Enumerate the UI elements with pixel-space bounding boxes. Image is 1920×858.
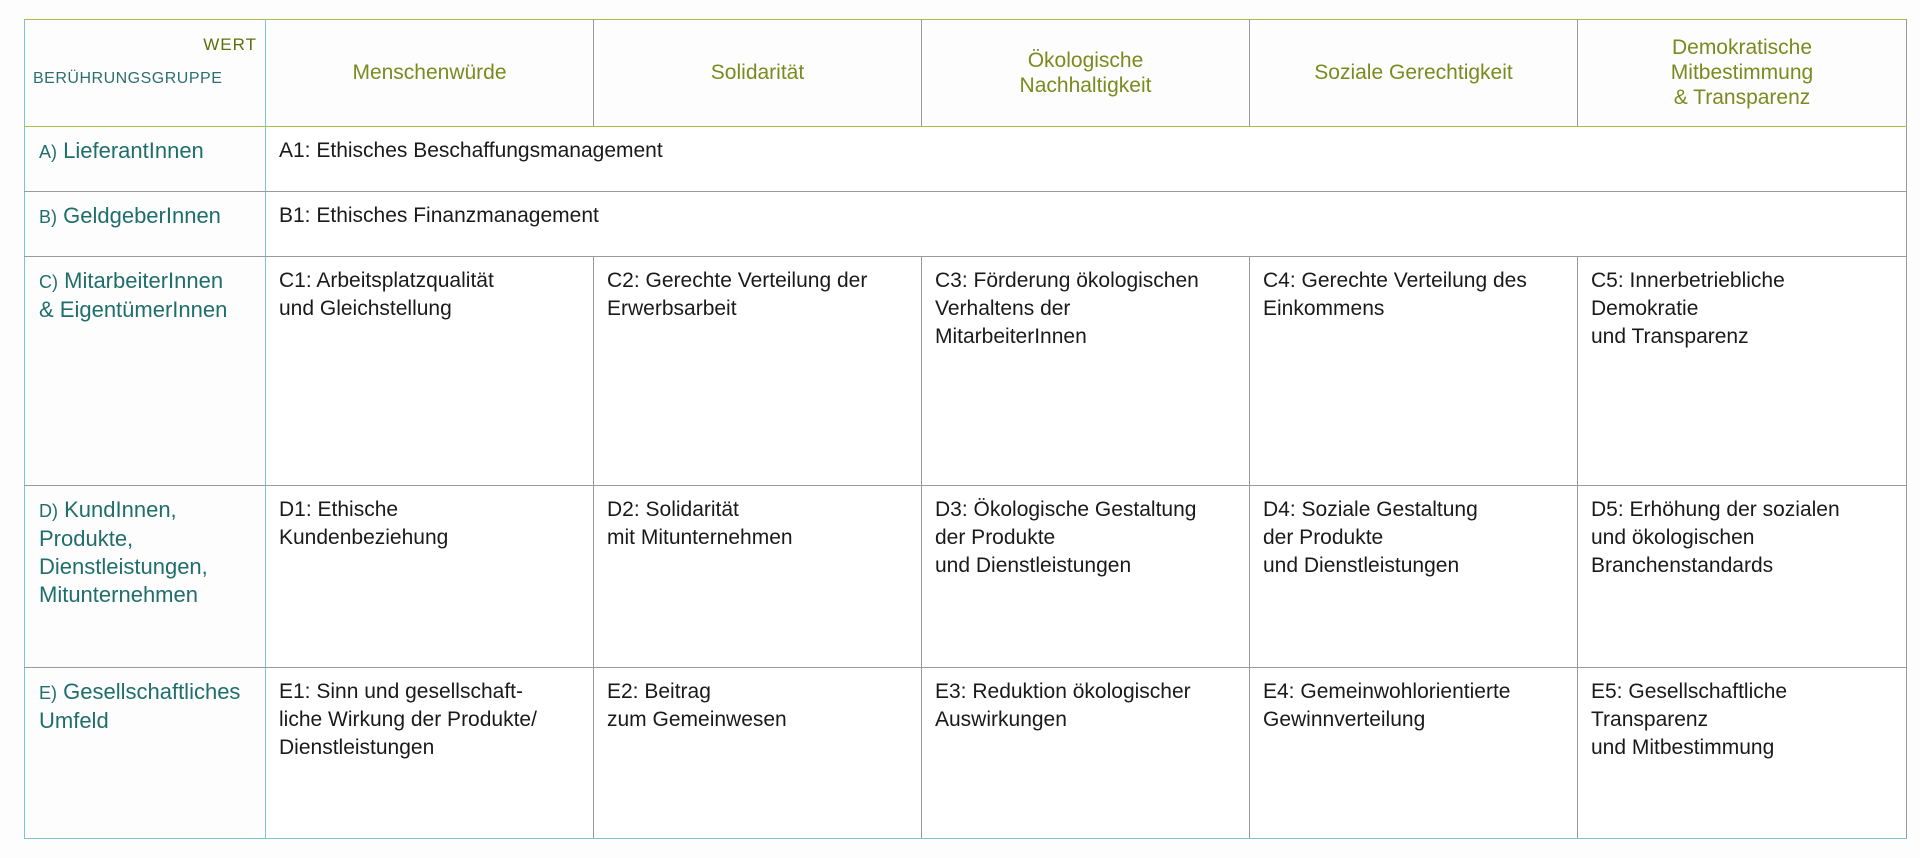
value-header-social-justice	[1250, 20, 1578, 127]
cell-d2: D2: Solidarität mit Mitunternehmen	[594, 486, 922, 668]
header-row	[25, 20, 1907, 127]
corner-cell	[25, 20, 266, 127]
row-head-society	[25, 668, 266, 839]
row-letter: D)	[39, 501, 58, 522]
row-group-label: LieferantInnen	[63, 137, 204, 163]
cell-c3: C3: Förderung ökologischen Verhaltens der MitarbeiterInnen	[922, 257, 1250, 486]
row-group-label: GeldgeberInnen	[63, 202, 221, 228]
row-letter: A)	[39, 141, 57, 162]
cell-e3: E3: Reduktion ökologischer Auswirkungen	[922, 668, 1250, 839]
value-header-label: Ökologische Nachhaltigkeit	[1019, 48, 1152, 97]
value-axis-label: WERT	[203, 35, 257, 55]
cell-b1: B1: Ethisches Finanzmanagement	[266, 191, 1907, 256]
cell-d4: D4: Soziale Gestaltung der Produkte und Dienstleistungen	[1250, 486, 1578, 668]
row-d	[25, 486, 1907, 668]
row-head-suppliers	[25, 126, 266, 191]
cell-c1: C1: Arbeitsplatzqualität und Gleichstellung	[266, 257, 594, 486]
value-header-solidarity	[594, 20, 922, 127]
row-letter: E)	[39, 683, 57, 704]
row-head-financiers	[25, 191, 266, 256]
value-header-human-dignity	[266, 20, 594, 127]
cell-c4: C4: Gerechte Verteilung des Einkommens	[1250, 257, 1578, 486]
row-group-label: Gesellschaftliches Umfeld	[39, 679, 241, 734]
common-good-matrix	[24, 19, 1907, 839]
row-a	[25, 126, 1907, 191]
row-b	[25, 191, 1907, 256]
cell-c5: C5: Innerbetriebliche Demokratie und Transparenz	[1578, 257, 1907, 486]
cell-e4: E4: Gemeinwohlorientierte Gewinnverteilung	[1250, 668, 1578, 839]
value-header-label: Menschenwürde	[352, 61, 507, 85]
row-head-customers	[25, 486, 266, 668]
cell-a1: A1: Ethisches Beschaffungsmanagement	[266, 126, 1907, 191]
cell-d1: D1: Ethische Kundenbeziehung	[266, 486, 594, 668]
row-group-label: MitarbeiterInnen & EigentümerInnen	[39, 268, 228, 323]
cell-e2: E2: Beitrag zum Gemeinwesen	[594, 668, 922, 839]
row-e	[25, 668, 1907, 839]
row-head-employees	[25, 257, 266, 486]
value-header-label: Demokratische Mitbestimmung & Transparenz	[1670, 36, 1814, 110]
row-c	[25, 257, 1907, 486]
row-letter: C)	[39, 272, 58, 293]
cell-c2: C2: Gerechte Verteilung der Erwerbsarbeit	[594, 257, 922, 486]
cell-d5: D5: Erhöhung der sozialen und ökologischen Branchenstandards	[1578, 486, 1907, 668]
row-letter: B)	[39, 206, 57, 227]
value-header-label: Soziale Gerechtigkeit	[1314, 61, 1513, 85]
cell-d3: D3: Ökologische Gestaltung der Produkte und Dienstleistungen	[922, 486, 1250, 668]
value-header-ecological-sustainability	[922, 20, 1250, 127]
row-group-label: KundInnen, Produkte, Dienstleistungen, Mitunternehmen	[39, 497, 208, 608]
group-axis-label: BERÜHRUNGSGRUPPE	[33, 70, 223, 88]
value-header-label: Solidarität	[710, 61, 805, 85]
cell-e1: E1: Sinn und gesellschaft- liche Wirkung der Produkte/ Dienstleistungen	[266, 668, 594, 839]
cell-e5: E5: Gesellschaftliche Transparenz und Mitbestimmung	[1578, 668, 1907, 839]
value-header-democratic-codetermination	[1578, 20, 1907, 127]
